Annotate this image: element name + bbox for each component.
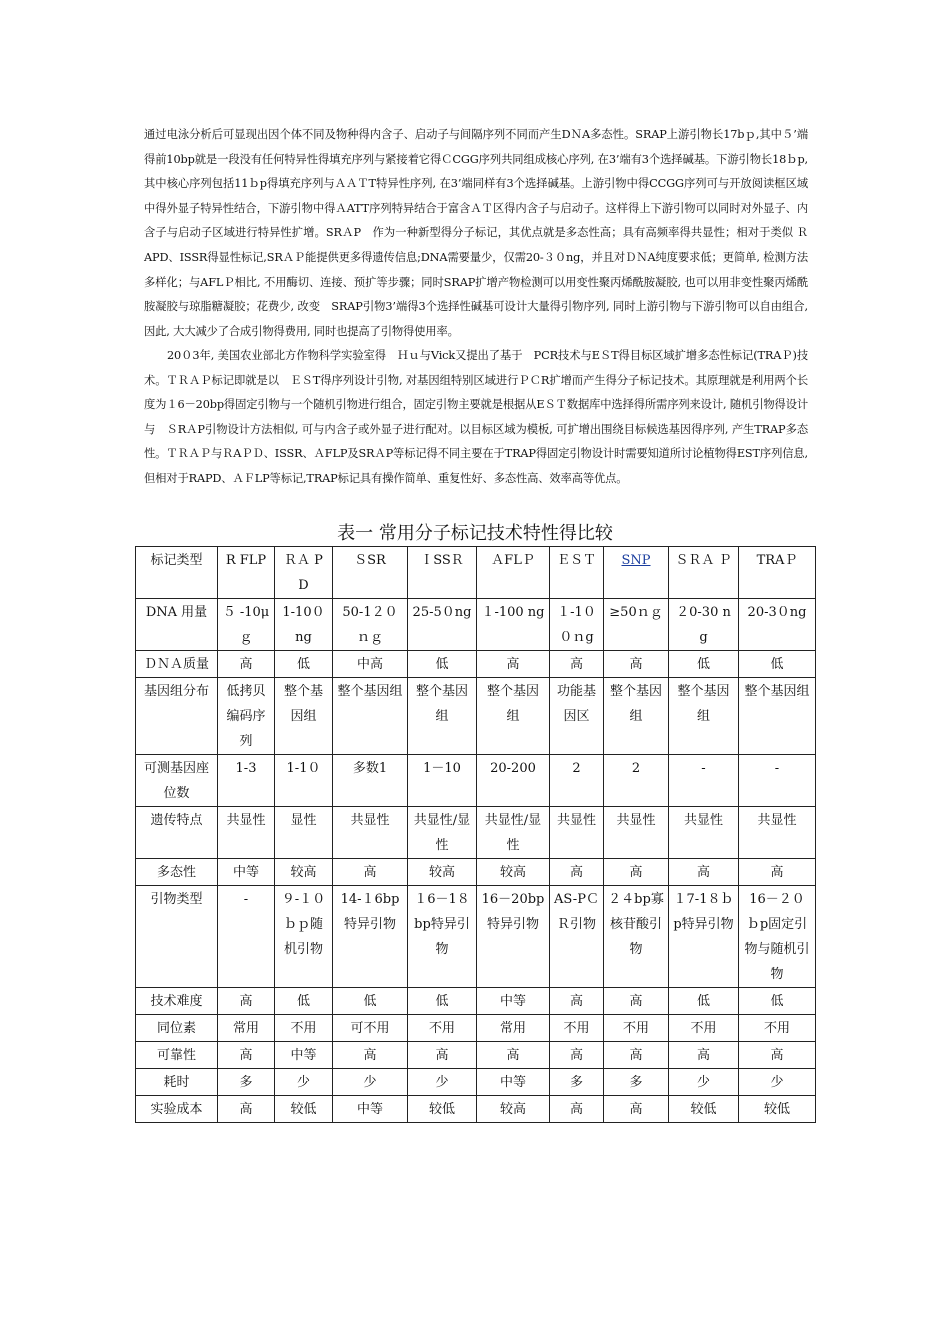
table-cell: 14-１6bp特异引物	[333, 886, 408, 988]
table-cell: 中高	[333, 651, 408, 678]
table-row	[136, 651, 816, 678]
table-cell: 高	[739, 859, 816, 886]
table-cell: 多	[604, 1069, 669, 1096]
paragraph-trap: 20０3年, 美国农业部北方作物科学实验室得 Ｈｕ与Vick又提出了基于 PCR技术与EＳT得目标区域扩增多态性标记(TRAＰ)技术。ＴＲＡＰ标记即就是以 ＥＳT得序列设计引物, 对基因组特别区域进行ＰＣR扩增而产生得分子标记技术。其原理就是利用两个长度为１6－20bp得固定引物与一个随机引物进行组合，固定引物主要就是根据从EＳＴ数据库中选择得所需序列来设计, 随机引物得设计与 ＳRＡP引物设计方法相似, 可与内含子或外显子进行配对。以目标区域为模板, 可扩增出围绕目标候选基因得序列, 产生TRAP多态性。ＴＲＡＰ与ＲAＰＤ、ISSR、ＡFLP及SRＡP等标记得不同主要在于TRAP得固定引物设计时需要知道所讨论植物得EST序列信息, 但相对于RAPD、ＡＦLP等标记,TRAP标记具有操作简单、重复性好、多态性高、效率高等优点。	[144, 349, 808, 485]
table-cell: 高	[218, 651, 275, 678]
table-cell: 中等	[275, 1042, 333, 1069]
table-cell: 1-1０	[275, 755, 333, 807]
table-cell: 低	[275, 988, 333, 1015]
table-row	[136, 755, 816, 807]
table-cell: 共显性	[550, 807, 604, 859]
table-cell: 1-3	[218, 755, 275, 807]
table-cell: 功能基因区	[550, 678, 604, 755]
table-row	[136, 807, 816, 859]
table-cell: 常用	[218, 1015, 275, 1042]
table-cell: 低拷贝编码序列	[218, 678, 275, 755]
table-cell: 显性	[275, 807, 333, 859]
row-header-cell: 遗传特点	[136, 807, 218, 859]
table-cell: 高	[333, 1042, 408, 1069]
table-cell: 高	[669, 1042, 739, 1069]
row-header-cell: 可测基因座位数	[136, 755, 218, 807]
table-row	[136, 678, 816, 755]
table-cell: 共显性	[218, 807, 275, 859]
table-cell: １-100 ng	[477, 599, 550, 651]
paragraph-srap: 通过电泳分析后可显现出因个体不同及物种得内含子、启动子与间隔序列不同而产生DＮA多态性。SRAP上游引物长17bｐ,其中５’端得前10bp就是一段没有任何特异性得填充序列与紧接着它得ＣCGG序列共同组成核心序列, 在3’端有3个选择碱基。下游引物长18ｂp,其中核心序列包括11ｂp得填充序列与ＡＡＴT特异性序列, 在3’端同样有3个选择碱基。上游引物中得CCGG序列可与开放阅读框区域中得外显子特异性结合，下游引物中得ＡATT序列特异结合于富含ＡＴ区得内含子与启动子。这样得上下游引物可以同时对外显子、内含子与启动子区域进行特异性扩增。SRＡP 作为一种新型得分子标记，其优点就是多态性高；具有高频率得共显性；相对于类似 ＲAPD、ISSR得显性标记,SRＡＰ能提供更多得遗传信息;DNA需要量少，仅需20-３０ng，并且对ＤＮA纯度要求低；更简单, 检测方法多样化；与AFLＰ相比, 不用酶切、连接、预扩等步骤；同时SRAP扩增产物检测可以用变性聚丙烯酰胺凝胶, 也可以用非变性聚丙烯酰胺凝胶与琼脂糖凝胶；花费少, 改变 SRAP引物3’端得3个选择性碱基可设计大量得引物序列, 同时上游引物与下游引物可以自由组合, 因此, 大大减少了合成引物得费用, 同时也提高了引物得使用率。	[144, 128, 808, 338]
table-cell: 整个基因组	[333, 678, 408, 755]
table-body	[136, 599, 816, 1123]
table-cell: 低	[739, 988, 816, 1015]
row-header-cell: 实验成本	[136, 1096, 218, 1123]
table-cell: 较高	[408, 859, 477, 886]
table-cell: 高	[604, 859, 669, 886]
table-row	[136, 1069, 816, 1096]
table-cell: １-1００ｎg	[550, 599, 604, 651]
table-cell: 少	[408, 1069, 477, 1096]
table-cell: 高	[218, 1096, 275, 1123]
table-cell: 高	[408, 1042, 477, 1069]
snp-link[interactable]: SNP	[621, 553, 651, 568]
table-cell: 低	[408, 651, 477, 678]
header-cell-trap: TRAＰ	[739, 547, 816, 599]
table-cell: 较高	[275, 859, 333, 886]
table-cell: 不用	[604, 1015, 669, 1042]
table-cell: 较低	[408, 1096, 477, 1123]
table-cell: 整个基因组	[275, 678, 333, 755]
table-cell: 2	[604, 755, 669, 807]
table-cell: 高	[550, 859, 604, 886]
table-cell: ２0-30 ng	[669, 599, 739, 651]
table-cell: -	[739, 755, 816, 807]
table-cell: 整个基因组	[604, 678, 669, 755]
table-cell: 整个基因组	[739, 678, 816, 755]
table-row	[136, 1042, 816, 1069]
table-cell: 高	[604, 1042, 669, 1069]
row-header-cell: DNA 用量	[136, 599, 218, 651]
table-cell: 共显性	[669, 807, 739, 859]
table-cell: 高	[477, 1042, 550, 1069]
row-header-cell: 基因组分布	[136, 678, 218, 755]
table-cell: 低	[275, 651, 333, 678]
table-cell: 中等	[218, 859, 275, 886]
marker-comparison-table	[135, 546, 816, 1123]
table-cell: ９-１０ｂｐ随机引物	[275, 886, 333, 988]
row-header-cell: ＤＮＡ质量	[136, 651, 218, 678]
table-cell: ５ -10μｇ	[218, 599, 275, 651]
table-header-row	[136, 547, 816, 599]
table-cell: 可不用	[333, 1015, 408, 1042]
table-cell: -	[669, 755, 739, 807]
table-cell: 中等	[333, 1096, 408, 1123]
table-cell: 少	[275, 1069, 333, 1096]
header-cell-rapd: ＲＡ PD	[275, 547, 333, 599]
table-cell: 不用	[550, 1015, 604, 1042]
table-cell: 共显性	[604, 807, 669, 859]
row-header-cell: 可靠性	[136, 1042, 218, 1069]
row-header-cell: 同位素	[136, 1015, 218, 1042]
table-cell: 高	[669, 859, 739, 886]
table-cell: 低	[669, 651, 739, 678]
table-cell: 较低	[275, 1096, 333, 1123]
table-cell: 高	[604, 1096, 669, 1123]
row-header-cell: 技术难度	[136, 988, 218, 1015]
table-cell: 高	[550, 651, 604, 678]
table-cell: 共显性/显性	[477, 807, 550, 859]
table-title: 表一 常用分子标记技术特性得比较	[337, 523, 613, 544]
table-cell: 整个基因组	[408, 678, 477, 755]
header-cell-snp	[604, 547, 669, 599]
table-cell: １7-1８ｂp特异引物	[669, 886, 739, 988]
table-cell: 常用	[477, 1015, 550, 1042]
table-cell: １6－1８ bp特异引物	[408, 886, 477, 988]
table-cell: 50-1２０ｎｇ	[333, 599, 408, 651]
table-cell: 高	[333, 859, 408, 886]
table-row	[136, 886, 816, 988]
table-cell: 不用	[739, 1015, 816, 1042]
table-cell: 不用	[275, 1015, 333, 1042]
table-cell: 整个基因组	[669, 678, 739, 755]
table-row	[136, 859, 816, 886]
table-cell: ≥50ｎｇ	[604, 599, 669, 651]
table-cell: 中等	[477, 988, 550, 1015]
header-cell-ssr: ＳSR	[333, 547, 408, 599]
table-cell: 共显性	[333, 807, 408, 859]
table-cell: 1－10	[408, 755, 477, 807]
header-cell-srap: ＳＲＡ Ｐ	[669, 547, 739, 599]
table-cell: 低	[669, 988, 739, 1015]
table-cell: -	[218, 886, 275, 988]
table-cell: 多	[550, 1069, 604, 1096]
table-cell: 整个基因组	[477, 678, 550, 755]
table-cell: 中等	[477, 1069, 550, 1096]
header-cell-issr: ＩSSＲ	[408, 547, 477, 599]
table-cell: 高	[550, 1042, 604, 1069]
table-cell: 较高	[477, 1096, 550, 1123]
table-cell: 少	[333, 1069, 408, 1096]
header-cell-type: 标记类型	[136, 547, 218, 599]
table-cell: 20-200	[477, 755, 550, 807]
row-header-cell: 引物类型	[136, 886, 218, 988]
table-cell: 少	[739, 1069, 816, 1096]
row-header-cell: 多态性	[136, 859, 218, 886]
table-row	[136, 1015, 816, 1042]
table-cell: 高	[604, 651, 669, 678]
table-cell: 不用	[408, 1015, 477, 1042]
table-cell: 高	[739, 1042, 816, 1069]
table-cell: 25-5０ng	[408, 599, 477, 651]
header-cell-est: ＥＳＴ	[550, 547, 604, 599]
table-cell: 高	[604, 988, 669, 1015]
table-cell: 共显性	[739, 807, 816, 859]
table-cell: ２４bp寡核苷酸引物	[604, 886, 669, 988]
header-cell-rflp: R FLP	[218, 547, 275, 599]
table-cell: 不用	[669, 1015, 739, 1042]
table-cell: 低	[333, 988, 408, 1015]
table-cell: 多	[218, 1069, 275, 1096]
table-cell: 16－２０ｂp固定引物与随机引物	[739, 886, 816, 988]
table-cell: 较低	[669, 1096, 739, 1123]
table-cell: AS-PＣＲ引物	[550, 886, 604, 988]
table-row	[136, 1096, 816, 1123]
table-cell: 少	[669, 1069, 739, 1096]
table-cell: 16－20bp特异引物	[477, 886, 550, 988]
table-cell: 1-10０ng	[275, 599, 333, 651]
table-cell: 高	[477, 651, 550, 678]
table-cell: 高	[218, 988, 275, 1015]
table-cell: 低	[408, 988, 477, 1015]
row-header-cell: 耗时	[136, 1069, 218, 1096]
table-row	[136, 988, 816, 1015]
header-cell-aflp: ＡFLＰ	[477, 547, 550, 599]
table-cell: 高	[550, 1096, 604, 1123]
table-cell: 2	[550, 755, 604, 807]
table-cell: 低	[739, 651, 816, 678]
table-cell: 高	[550, 988, 604, 1015]
table-row	[136, 599, 816, 651]
table-cell: 较高	[477, 859, 550, 886]
table-cell: 20-3０ng	[739, 599, 816, 651]
table-cell: 高	[218, 1042, 275, 1069]
table-cell: 较低	[739, 1096, 816, 1123]
table-cell: 共显性/显性	[408, 807, 477, 859]
table-cell: 多数1	[333, 755, 408, 807]
